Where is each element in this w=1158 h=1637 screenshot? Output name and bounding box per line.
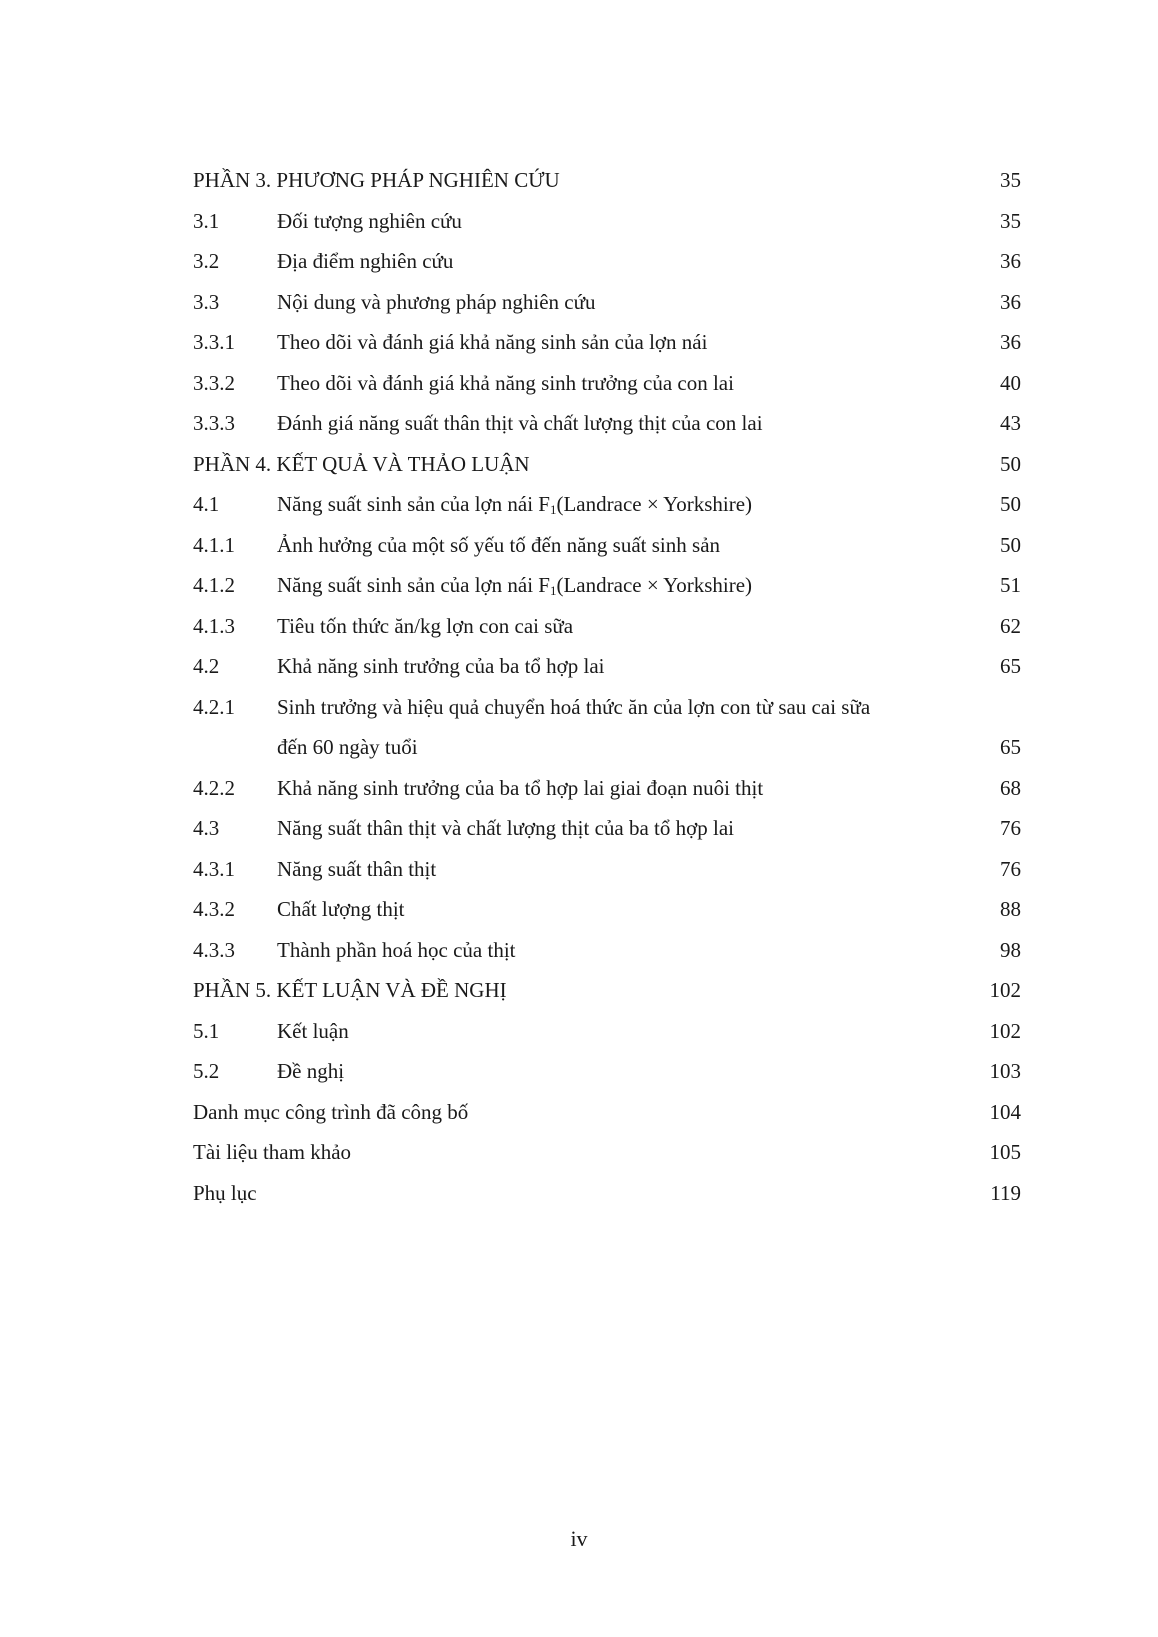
- toc-entry-number: 4.3.2: [193, 897, 235, 921]
- toc-entry-title: Chất lượng thịt: [277, 897, 405, 921]
- toc-entry-title-part: Năng suất sinh sản của lợn nái F: [277, 573, 550, 597]
- toc-entry-number: 3.2: [193, 249, 220, 273]
- toc-entry: [193, 1132, 1021, 1173]
- toc-part-heading: [193, 970, 1021, 1011]
- toc-entry-page: 65: [1000, 654, 1021, 678]
- toc-entry-number: 4.2.1: [193, 694, 235, 719]
- toc-entry-page: 119: [990, 1180, 1021, 1205]
- toc-entry: [193, 808, 1021, 849]
- toc-entry-number: 3.3: [193, 289, 220, 314]
- toc-entry: [193, 768, 1021, 809]
- toc-entry-title: Năng suất thân thịt: [277, 856, 437, 881]
- toc-entry-title: Địa điểm nghiên cứu: [277, 249, 454, 273]
- toc-entry-page: 76: [1000, 856, 1021, 881]
- toc-entry: [193, 849, 1021, 890]
- toc-entry-number: 3.3.2: [193, 370, 235, 395]
- toc-entry-title-part: (Landrace × Yorkshire): [556, 492, 753, 516]
- toc-entry: [193, 322, 1021, 363]
- toc-entry: [193, 1092, 1021, 1133]
- toc-entry-page: 102: [989, 1018, 1021, 1043]
- toc-entry-number: 3.3.1: [193, 330, 235, 354]
- toc-entry-title: đến 60 ngày tuổi: [277, 735, 418, 759]
- toc-entry-number: 5.2: [193, 1059, 220, 1083]
- toc-entry: [193, 646, 1021, 687]
- toc-entry-title: Kết luận: [277, 1018, 349, 1043]
- toc-entry-title: Đề nghị: [277, 1059, 345, 1083]
- toc-entry-page: 36: [1000, 289, 1021, 314]
- toc-entry-page: 50: [1000, 451, 1021, 476]
- toc-entry-title: Theo dõi và đánh giá khả năng sinh trưởng của con lai: [277, 370, 734, 395]
- toc-entry-number: 4.3: [193, 816, 220, 840]
- toc-entry-page: 40: [1000, 370, 1021, 395]
- toc-entry-number: 3.1: [193, 208, 220, 233]
- toc-entry-title: PHẦN 3. PHƯƠNG PHÁP NGHIÊN CỨU: [193, 168, 560, 192]
- toc-entry-page: 103: [989, 1059, 1021, 1083]
- toc-entry-page: 35: [1000, 168, 1021, 192]
- toc-entry-title: PHẦN 5. KẾT LUẬN VÀ ĐỀ NGHỊ: [193, 978, 507, 1002]
- toc-entry-number: 3.3.3: [193, 411, 235, 435]
- toc-entry: [193, 930, 1021, 971]
- toc-entry-title-part: Năng suất sinh sản của lợn nái F: [277, 492, 550, 516]
- toc-part-heading: [193, 444, 1021, 485]
- toc-entry-page: 76: [1000, 816, 1021, 840]
- toc-entry-page: 35: [1000, 208, 1021, 233]
- toc-entry: [193, 1051, 1021, 1092]
- toc-entry: [193, 525, 1021, 566]
- toc-entry-number: 4.1.2: [193, 573, 235, 597]
- toc-entry-number: 5.1: [193, 1018, 220, 1043]
- toc-entry-page: 51: [1000, 573, 1021, 597]
- toc-entry: [193, 282, 1021, 323]
- toc-entry-page: 36: [1000, 330, 1021, 354]
- table-of-contents: [193, 160, 1021, 1213]
- toc-entry-page: 36: [1000, 249, 1021, 273]
- toc-entry-title: Tiêu tốn thức ăn/kg lợn con cai sữa: [277, 613, 574, 638]
- toc-entry: [193, 606, 1021, 647]
- toc-entry-title: Khả năng sinh trưởng của ba tổ hợp lai giai đoạn nuôi thịt: [277, 775, 764, 800]
- toc-entry-subscript: 1: [549, 583, 557, 598]
- toc-entry-title: Ảnh hưởng của một số yếu tố đến năng suất sinh sản: [277, 532, 721, 557]
- toc-entry-page: 62: [1000, 613, 1021, 638]
- toc-entry-title: Theo dõi và đánh giá khả năng sinh sản của lợn nái: [277, 330, 708, 354]
- toc-entry: [193, 889, 1021, 930]
- toc-entry-page: 50: [1000, 492, 1021, 516]
- toc-entry: [193, 565, 1021, 606]
- toc-entry-title: Danh mục công trình đã công bố: [193, 1099, 469, 1124]
- toc-entry: [193, 687, 1021, 728]
- toc-entry-title: Đánh giá năng suất thân thịt và chất lượng thịt của con lai: [277, 411, 763, 435]
- toc-entry-title: Năng suất thân thịt và chất lượng thịt của ba tổ hợp lai: [277, 816, 734, 840]
- toc-entry-continuation: [193, 727, 1021, 768]
- toc-entry-page: 43: [1000, 411, 1021, 435]
- toc-entry: [193, 241, 1021, 282]
- toc-entry-page: 98: [1000, 937, 1021, 962]
- toc-entry: [193, 484, 1021, 525]
- toc-entry-page: 102: [989, 978, 1021, 1002]
- toc-entry-title: Khả năng sinh trưởng của ba tổ hợp lai: [277, 654, 605, 678]
- toc-entry-title-part: (Landrace × Yorkshire): [556, 573, 753, 597]
- toc-entry: [193, 403, 1021, 444]
- toc-entry-title: Sinh trưởng và hiệu quả chuyển hoá thức ăn của lợn con từ sau cai sữa: [277, 694, 871, 719]
- toc-entry: [193, 363, 1021, 404]
- toc-entry: [193, 1011, 1021, 1052]
- toc-entry-number: 4.1.1: [193, 532, 235, 557]
- toc-entry-number: 4.3.1: [193, 856, 235, 881]
- toc-entry-number: 4.1: [193, 492, 220, 516]
- toc-entry-title: PHẦN 4. KẾT QUẢ VÀ THẢO LUẬN: [193, 451, 530, 476]
- toc-entry-number: 4.1.3: [193, 613, 235, 638]
- toc-entry-page: 88: [1000, 897, 1021, 921]
- toc-entry-page: 65: [1000, 735, 1021, 759]
- toc-entry-page: 68: [1000, 775, 1021, 800]
- toc-part-heading: [193, 160, 1021, 201]
- toc-entry-title: [277, 484, 1021, 525]
- toc-entry-page: 50: [1000, 532, 1021, 557]
- toc-entry-number: 4.3.3: [193, 937, 235, 962]
- toc-entry-title: Đối tượng nghiên cứu: [277, 208, 462, 233]
- toc-entry-page: 104: [989, 1099, 1021, 1124]
- toc-entry-title: Nội dung và phương pháp nghiên cứu: [277, 289, 596, 314]
- toc-entry-title: [277, 565, 1021, 606]
- page-number-footer: iv: [570, 1526, 588, 1551]
- toc-entry-title: Thành phần hoá học của thịt: [277, 937, 516, 962]
- toc-entry-title: Phụ lục: [193, 1180, 257, 1205]
- toc-entry-number: 4.2: [193, 654, 220, 678]
- toc-entry: [193, 1173, 1021, 1214]
- toc-entry-subscript: 1: [549, 502, 557, 517]
- toc-entry-number: 4.2.2: [193, 775, 235, 800]
- toc-entry: [193, 201, 1021, 242]
- toc-entry-page: 105: [989, 1140, 1021, 1164]
- toc-entry-title: Tài liệu tham khảo: [193, 1140, 352, 1164]
